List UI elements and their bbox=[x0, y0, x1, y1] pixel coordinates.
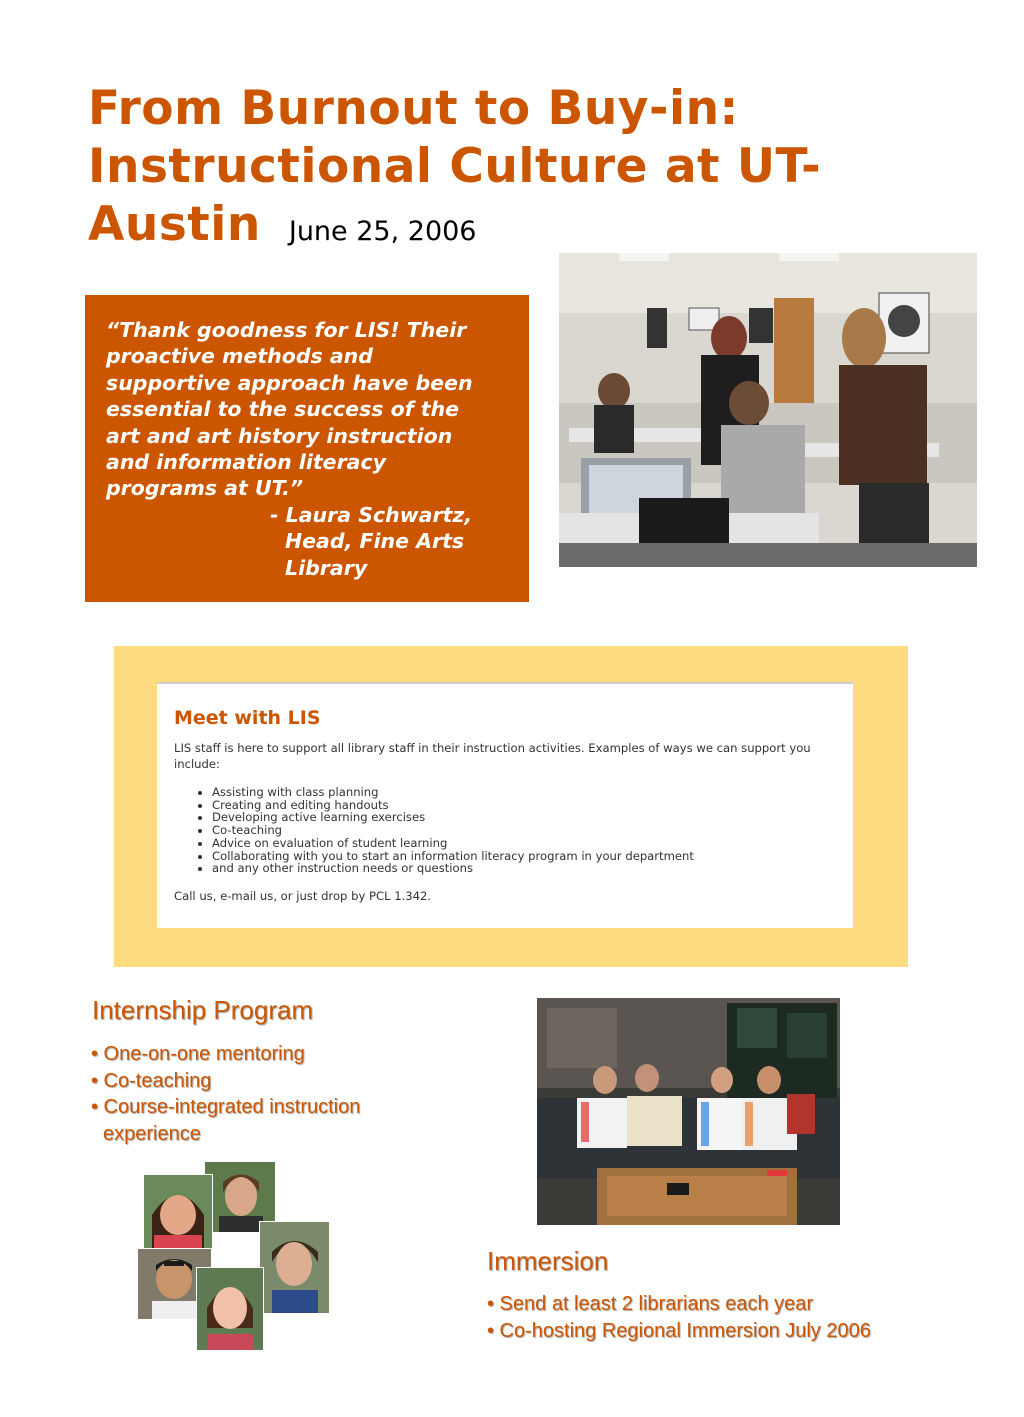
quote-line: essential to the success of the bbox=[106, 397, 460, 422]
meet-intro: LIS staff is here to support all library staff in their instruction activities. Examples of ways we can support you include: bbox=[174, 741, 811, 771]
headshot-photo bbox=[259, 1221, 330, 1314]
poster-date: June 25, 2006 bbox=[288, 216, 477, 247]
quote-line: “Thank goodness for LIS! Their bbox=[106, 318, 467, 342]
internship-heading: Internship Program bbox=[92, 995, 314, 1025]
title-line-3 bbox=[88, 196, 988, 261]
immersion-bullet: • Co-hosting Regional Immersion July 2006 bbox=[487, 1319, 871, 1342]
attribution-title: Head, Fine Arts bbox=[285, 529, 465, 554]
meet-heading: Meet with LIS bbox=[174, 707, 321, 729]
meet-with-lis-panel bbox=[157, 682, 853, 928]
classroom-photo bbox=[559, 253, 977, 567]
quote-attribution bbox=[270, 502, 511, 581]
internship-bullet: experience bbox=[103, 1122, 201, 1145]
quote-line: proactive methods and bbox=[106, 344, 373, 369]
meet-with-lis-frame bbox=[114, 646, 908, 967]
list-item: • Collaborating with you to start an information literacy program in your department bbox=[212, 850, 836, 863]
internship-bullets bbox=[91, 1041, 360, 1147]
page-title bbox=[88, 80, 988, 261]
group-photo bbox=[537, 998, 840, 1225]
internship-bullet: • Co-teaching bbox=[91, 1069, 212, 1092]
list-item: • Assisting with class planning bbox=[212, 786, 836, 799]
testimonial-quote-box bbox=[85, 295, 529, 602]
title-line-3-text: Austin bbox=[88, 197, 261, 252]
list-item: • Creating and editing handouts bbox=[212, 799, 836, 812]
attribution-library: Library bbox=[285, 555, 368, 580]
list-item: • and any other instruction needs or questions bbox=[212, 862, 836, 875]
immersion-bullets bbox=[487, 1291, 871, 1344]
immersion-bullet: • Send at least 2 librarians each year bbox=[487, 1293, 814, 1315]
meet-footer: Call us, e-mail us, or just drop by PCL 1.342. bbox=[174, 888, 432, 903]
list-item: • Co-teaching bbox=[212, 824, 836, 837]
meet-services-list bbox=[174, 786, 836, 875]
list-item: • Developing active learning exercises bbox=[212, 811, 836, 824]
headshot-photo bbox=[196, 1267, 264, 1351]
quote-line: supportive approach have been bbox=[106, 370, 473, 395]
title-line-1: From Burnout to Buy-in: bbox=[88, 81, 739, 136]
internship-bullet: • Course-integrated instruction bbox=[91, 1096, 361, 1118]
quote-line: programs at UT.” bbox=[106, 476, 304, 501]
list-item: • Advice on evaluation of student learning bbox=[212, 837, 836, 850]
title-line-2: Instructional Culture at UT- bbox=[88, 139, 822, 194]
headshot-photo bbox=[143, 1174, 213, 1252]
quote-line: art and art history instruction bbox=[106, 423, 453, 448]
quote-line: and information literacy bbox=[106, 450, 387, 475]
attribution-name: - Laura Schwartz, bbox=[270, 502, 473, 527]
immersion-heading: Immersion bbox=[487, 1246, 609, 1276]
internship-bullet: • One-on-one mentoring bbox=[91, 1043, 305, 1065]
